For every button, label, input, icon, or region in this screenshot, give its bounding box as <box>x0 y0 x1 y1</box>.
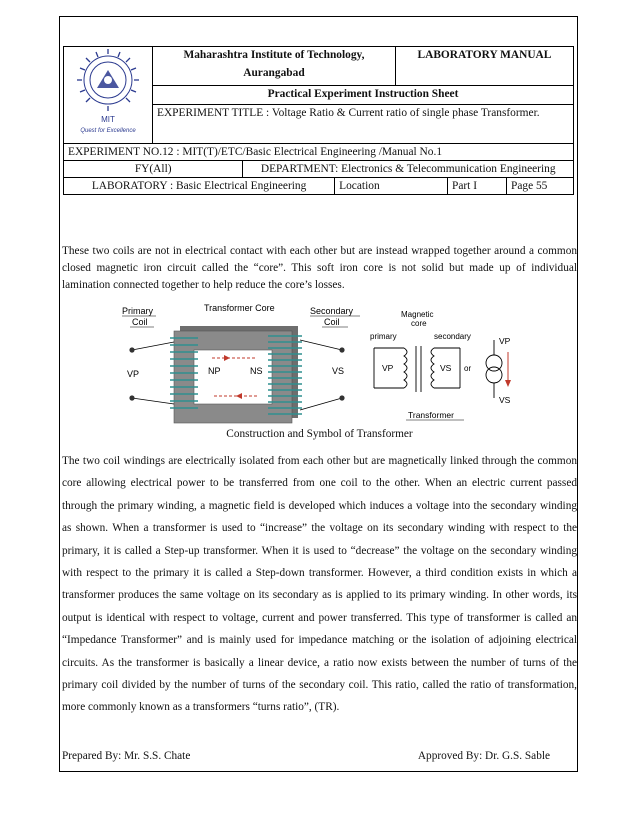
secondary-coil-label-1: Secondary <box>310 306 354 316</box>
page-number-cell: Page 55 <box>507 178 574 195</box>
manual-title: LABORATORY MANUAL <box>395 47 573 86</box>
prepared-by: Prepared By: Mr. S.S. Chate <box>62 750 191 762</box>
or-label: or <box>464 364 472 373</box>
primary-coil-label-1: Primary <box>122 306 153 316</box>
sheet-title: Practical Experiment Instruction Sheet <box>153 86 574 105</box>
institute-logo <box>73 48 143 138</box>
vs-label: VS <box>332 366 345 376</box>
ns-label: NS <box>250 366 263 376</box>
fy-cell: FY(All) <box>64 161 243 178</box>
experiment-number: EXPERIMENT NO.12 : MIT(T)/ETC/Basic Electrical Engineering /Manual No.1 <box>64 144 574 161</box>
header-table <box>63 46 574 195</box>
institute-line-2: Aurangabad <box>243 67 305 79</box>
double-circle-vp: VP <box>499 336 511 346</box>
institute-line-1: Maharashtra Institute of Technology, <box>183 49 365 61</box>
logo-cell <box>64 47 153 144</box>
symbol-primary-label: primary <box>370 332 397 341</box>
magnetic-label-2: core <box>411 319 427 328</box>
core-label: Transformer Core <box>204 303 275 313</box>
magnetic-label-1: Magnetic <box>401 310 434 319</box>
logo-text: MIT <box>101 115 115 124</box>
double-circle-symbol <box>486 340 502 398</box>
transformer-diagram <box>112 300 532 425</box>
symbol-secondary-label: secondary <box>434 332 471 341</box>
transformer-label: Transformer <box>408 410 454 420</box>
institute-name-cell <box>153 47 396 86</box>
symbol-vs-label: VS <box>440 363 452 373</box>
location-cell: Location <box>335 178 448 195</box>
secondary-coil-label-2: Coil <box>324 317 340 327</box>
part-cell: Part I <box>448 178 507 195</box>
symbol-vp-label: VP <box>382 363 394 373</box>
approved-by: Approved By: Dr. G.S. Sable <box>417 750 550 762</box>
np-label: NP <box>208 366 221 376</box>
department-cell: DEPARTMENT: Electronics & Telecommunication Engineering <box>243 161 574 178</box>
figure-caption: Construction and Symbol of Transformer <box>226 428 413 440</box>
primary-coil-label-2: Coil <box>132 317 148 327</box>
intro-paragraph: These two coils are not in electrical contact with each other but are instead wrapped together around a common closed magnetic iron circuit called the “core”. This soft iron core is not solid but made up of individual lamination connected together to help reduce the core’s losses. <box>62 245 577 291</box>
logo-tagline: Quest for Excellence <box>80 128 136 134</box>
vp-label: VP <box>127 369 140 379</box>
laboratory-cell: LABORATORY : Basic Electrical Engineering <box>64 178 335 195</box>
double-circle-vs: VS <box>499 395 511 405</box>
main-paragraph: The two coil windings are electrically isolated from each other but are magnetically linked through the common core allowing electrical power to be transferred from one coil to the other. When an electric current passed through the primary winding, a magnetic field is developed which induces a voltage into the secondary winding as shown. When a transformer is used to “increase” the voltage on its secondary winding with respect to the primary, it is called a Step-up transformer. When it is used to “decrease” the voltage on the secondary winding with respect to the primary it is called a Step-down transformer. However, a third condition exists in which a transformer produces the same voltage on its secondary as is applied to its primary winding. In other words, its output is identical with respect to voltage, current and power transferred. This type of transformer is called an “Impedance Transformer” and is mainly used for impedance matching or the isolation of adjoining electrical circuits. As the transformer is basically a linear device, a ratio now exists between the number of turns of the primary coil divided by the number of turns of the secondary coil. This ratio, called the ratio of transformation, more commonly known as a transformers “turns ratio”, (TR). <box>62 455 577 714</box>
experiment-title: EXPERIMENT TITLE : Voltage Ratio & Current ratio of single phase Transformer. <box>153 105 574 144</box>
